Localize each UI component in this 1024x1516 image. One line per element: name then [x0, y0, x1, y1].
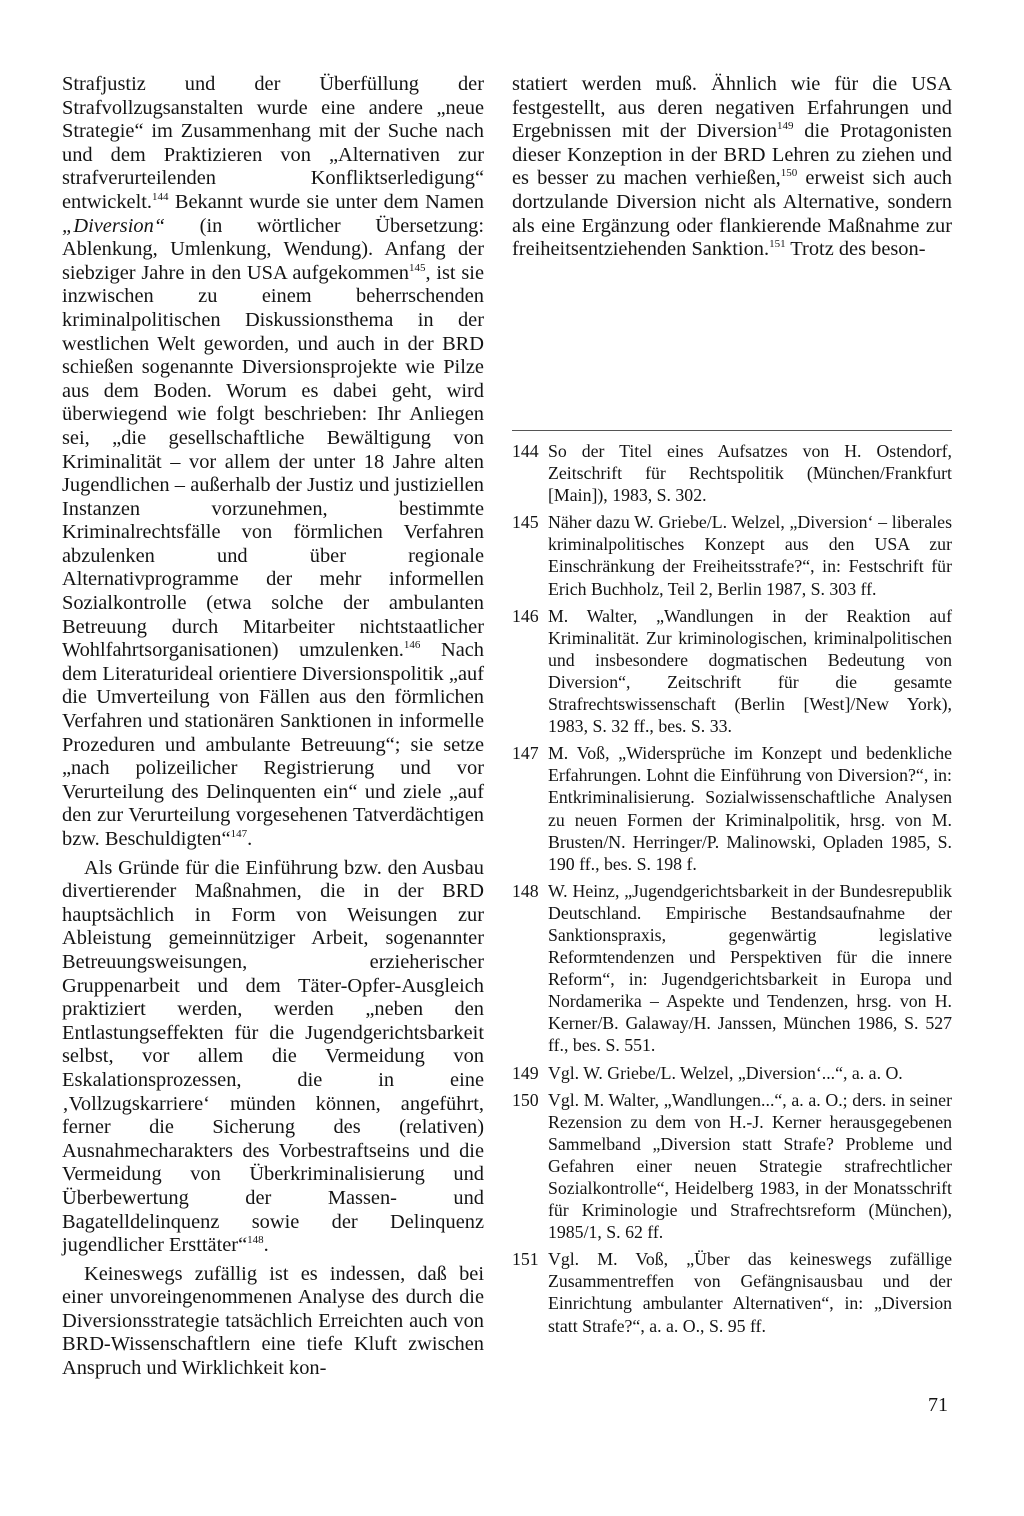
footnote: [512, 1248, 952, 1336]
italic-term: „Diversion“: [62, 214, 166, 237]
footnote-text: Vgl. M. Voß, „Über das keineswegs zufällige Zusammentreffen von Gefängnisausbau und der Einrichtung ambulanter Alternativen“, in: „Diversion statt Strafe?“, a. a. O., S. 95 ff.: [548, 1249, 952, 1336]
footnote: [512, 880, 952, 1057]
footnote: [512, 1062, 952, 1084]
right-column: [512, 73, 952, 262]
text-run: .: [263, 1234, 269, 1257]
footnote-number: 149: [512, 1062, 539, 1083]
footnote: [512, 742, 952, 875]
footnote-ref: 144: [152, 190, 169, 203]
footnote-ref: 148: [247, 1234, 264, 1247]
left-column: [62, 73, 484, 1381]
footnote-text: Näher dazu W. Griebe/L. Welzel, „Diversion‘ – liberales kriminalpolitisches Konzept aus den USA zur Einschränkung der Freiheitsstrafe?“, in: Festschrift für Erich Buchholz, Teil 2, Berlin 1987, S. 303 ff.: [548, 512, 952, 599]
footnote-ref: 149: [777, 120, 794, 133]
paragraph-1: [62, 73, 484, 852]
text-run: Trotz des beson-: [785, 238, 926, 261]
footnote-number: 144: [512, 441, 539, 461]
text-run: die Protagonisten dieser Konzeption in der BRD Lehren zu ziehen und es besser zu machen verhießen,: [512, 120, 952, 190]
page-number: 71: [928, 1394, 948, 1416]
footnote-ref: 147: [230, 828, 248, 840]
text-run: Keineswegs zufällig ist es indessen, daß bei einer unvoreingenommenen Analyse des durch die Diversionsstrategie tatsächlich Erreichten auch von BRD-Wissenschaftlern eine tiefe Kluft zwischen Anspruch und Wirklichkeit kon-: [62, 1262, 484, 1380]
footnotes: [512, 440, 952, 1342]
footnote-text: M. Voß, „Widersprüche im Konzept und bedenkliche Erfahrungen. Lohnt die Einführung von Diversion?“, in: Entkriminalisierung. Sozialwissenschaftliche Analysen zu neuen Formen der Kriminalpolitik, hrsg. von M. Brusten/N. Herringer/P. Malinowski, Opladen 1985, S. 190 ff., bes. S. 198 f.: [548, 743, 952, 874]
footnote-ref: 150: [780, 167, 798, 180]
footnote-text: So der Titel eines Aufsatzes von H. Ostendorf, Zeitschrift für Rechtspolitik (München/Frankfurt [Main]), 1983, S. 302.: [548, 441, 952, 506]
footnote-separator: [512, 430, 952, 431]
text-run: erweist sich auch dortzulande Diversion nicht als Alternative, sondern als eine Ergänzung oder flankierende Maßnahme zur freiheitsentziehenden Sanktion.: [512, 167, 952, 261]
footnote-number: 151: [512, 1249, 539, 1270]
text-run: , ist sie inzwischen zu einem beherrschenden kriminalpolitischen Diskussionsthema in der westlichen Welt geworden, und auch in der BRD schießen sogenannte Diversionsprojekte wie Pilze aus dem Boden. Worum es dabei geht, wird überwiegend wie folgt beschrieben: Ihr Anliegen sei, „die gesellschaftliche Bewältigung von Kriminalität – vor allem der unter 18 Jahre alten Jugendlichen – außerhalb der Justiz und justiziellen Instanzen vorzunehmen, bestimmte Kriminalrechtsfälle von förmlichen Verfahren abzulenken und über regionale Alternativprogramme der mehr informellen Sozialkontrolle (etwa solche der ambulanten Betreuung durch Mitarbeiter nichtstaatlicher Wohlfahrtsorganisationen) umzulenken.: [62, 261, 484, 662]
text-run: statiert werden muß. Ähnlich wie für die USA festgestellt, aus deren negativen Erfahrungen und Ergebnissen mit der Diversion: [512, 73, 952, 143]
footnote-text: M. Walter, „Wandlungen in der Reaktion auf Kriminalität. Zur kriminologischen, kriminalpolitischen und insbesondere dogmatischen Bedeutung von Diversion“, Zeitschrift für die gesamte Strafrechtswissenschaft (Berlin [West]/New York), 1983, S. 32 ff., bes. S. 33.: [548, 605, 952, 737]
text-run: Bekannt wurde sie unter dem Namen: [168, 190, 484, 213]
footnote-number: 147: [512, 743, 539, 764]
text-run: Nach dem Literaturideal orientiere Diversionspolitik „auf die Umverteilung von Fällen aus den förmlichen Verfahren und stationären Sanktionen in informelle Prozeduren und ambulante Betreuung“; sie setze „nach polizeilicher Registrierung und vor Verurteilung des Delinquenten ein“ und ziele „auf den zur Verurteilung vorgesehenen Tatverdächtigen bzw. Beschuldigten“: [62, 639, 484, 850]
paragraph-3: [62, 1263, 484, 1381]
text-run: Strafjustiz und der Überfüllung der Strafvollzugsanstalten wurde eine andere „neue Strategie“ im Zusammenhang mit der Suche nach und dem Praktizieren von „Alternativen zur strafverurteilenden Konfliktserledigung“ entwickelt.: [62, 73, 484, 213]
footnote: [512, 511, 952, 599]
footnote: [512, 1089, 952, 1244]
text-run: Als Gründe für die Einführung bzw. den Ausbau divertierender Maßnahmen, die in der BRD hauptsächlich in Form von Weisungen zur Ableistung gemeinnütziger Arbeit, sogenannter Betreuungsweisungen, erzieherischer Gruppenarbeit und dem Täter-Opfer-Ausgleich praktiziert werden, werden „neben den Entlastungseffekten für die Jugendgerichtsbarkeit selbst, vor allem die Vermeidung von Eskalationsprozessen, die in eine ‚Vollzugskarriere‘ münden können, angeführt, ferner die Sicherung des (relativen) Ausnahmecharakters des Vorbestraftseins und die Vermeidung von Überkriminalisierung und Überbewertung der Massen- und Bagatelldelinquenz sowie der Delinquenz jugendlicher Ersttäter“: [62, 856, 484, 1257]
footnote-text: Vgl. M. Walter, „Wandlungen...“, a. a. O.; ders. in seiner Rezension zu dem von H.-J. Kerner herausgegebenen Sammelband „Diversion statt Strafe? Probleme und Gefahren einer neuen Strategie strafrechtlicher Sozialkontrolle“, Heidelberg 1983, in der Monatsschrift für Kriminologie und Strafrechtsreform (München), 1985/1, S. 62 ff.: [548, 1089, 952, 1243]
footnote-number: 146: [512, 605, 539, 626]
footnote-text: W. Heinz, „Jugendgerichtsbarkeit in der Bundesrepublik Deutschland. Empirische Bestandsaufnahme der Sanktionspraxis, gegenwärtig legislative Reformtendenzen und Perspektiven für die innere Reform“, in: Jugendgerichtsbarkeit in Europa und Nordamerika – Aspekte und Tendenzen, hrsg. von H. Kerner/B. Galaway/H. Janssen, München 1986, S. 527 ff., bes. S. 551.: [548, 880, 952, 1056]
footnote-number: 145: [512, 512, 539, 533]
footnote-text: Vgl. W. Griebe/L. Welzel, „Diversion‘...“, a. a. O.: [548, 1062, 903, 1083]
text-run: .: [247, 828, 253, 850]
text-run: (in wörtlicher Übersetzung: Ablenkung, Umlenkung, Wendung). Anfang der siebziger Jahre in den USA aufgekommen: [62, 214, 484, 284]
paragraph-2: [62, 857, 484, 1258]
footnote-number: 150: [512, 1089, 539, 1110]
paragraph-continued: [512, 73, 952, 262]
footnote: [512, 440, 952, 506]
footnote-ref: 145: [408, 261, 426, 274]
footnote-ref: 146: [403, 639, 421, 652]
footnote: [512, 605, 952, 738]
footnote-ref: 151: [769, 238, 786, 251]
footnote-number: 148: [512, 880, 539, 901]
